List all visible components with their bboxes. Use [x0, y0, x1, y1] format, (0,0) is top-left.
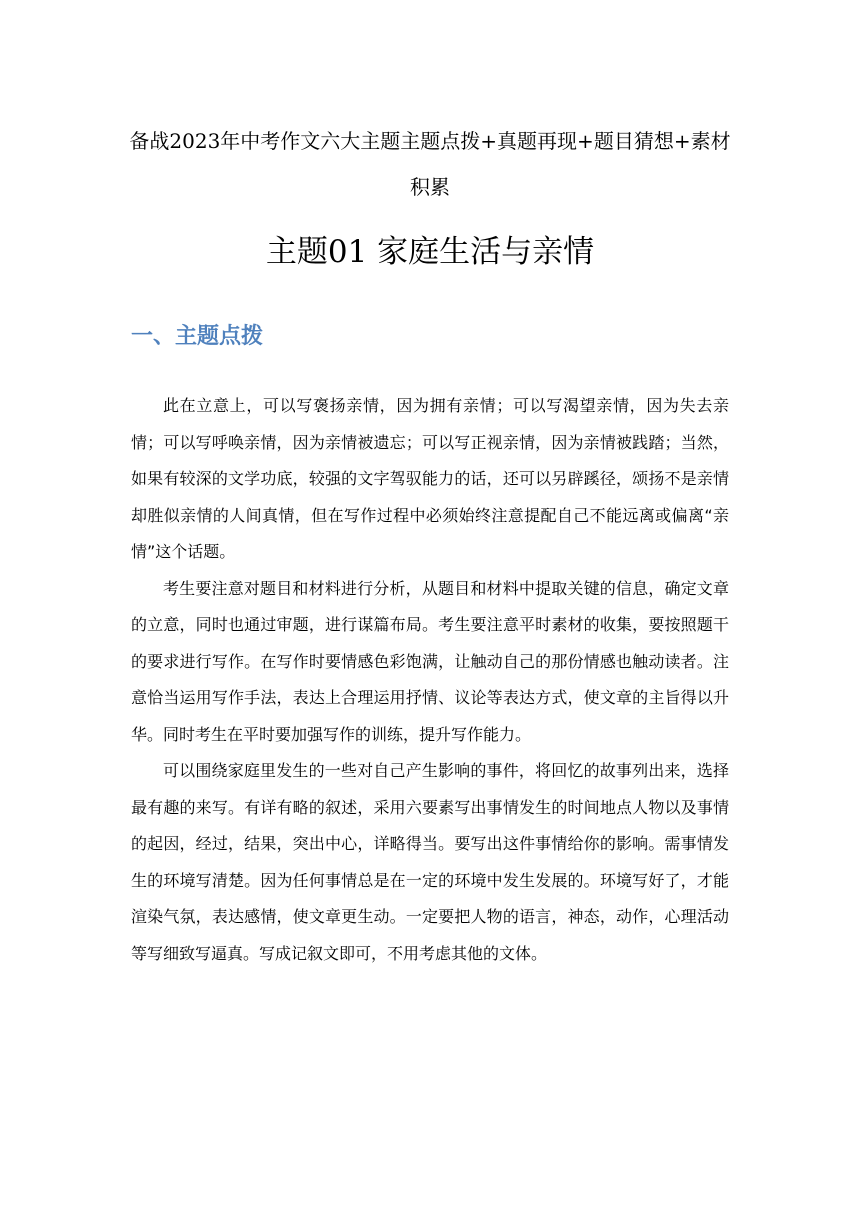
- paragraph: 考生要注意对题目和材料进行分析，从题目和材料中提取关键的信息，确定文章的立意，同时也通过审题，进行谋篇布局。考生要注意平时素材的收集，要按照题干的要求进行写作。在写作时要情感色彩饱满，让触动自己的那份情感也触动读者。注意恰当运用写作手法，表达上合理运用抒情、议论等表达方式，使文章的主旨得以升华。同时考生在平时要加强写作的训练，提升写作能力。: [131, 578, 729, 744]
- body-text: [131, 388, 729, 972]
- document-title: 备战2023年中考作文六大主题主题点拨+真题再现+题目猜想+素材积累: [129, 129, 731, 199]
- paragraph: 可以围绕家庭里发生的一些对自己产生影响的事件，将回忆的故事列出来，选择最有趣的来写。有详有略的叙述，采用六要素写出事情发生的时间地点人物以及事情的起因，经过，结果，突出中心，详略得当。要写出这件事情给你的影响。需事情发生的环境写清楚。因为任何事情总是在一定的环境中发生发展的。环境写好了，才能渲染气氛，表达感情，使文章更生动。一定要把人物的语言，神态，动作，心理活动等写细致写逼真。写成记叙文即可，不用考虑其他的文体。: [131, 761, 729, 963]
- paragraph: 此在立意上，可以写褒扬亲情，因为拥有亲情；可以写渴望亲情，因为失去亲情；可以写呼唤亲情，因为亲情被遗忘；可以写正视亲情，因为亲情被践踏；当然，如果有较深的文学功底，较强的文字驾驭能力的话，还可以另辟蹊径，颂扬不是亲情却胜似亲情的人间真情，但在写作过程中必须始终注意提配自己不能远离或偏离“亲情”这个话题。: [131, 396, 729, 561]
- section-heading: 一、主题点拨: [131, 324, 264, 349]
- theme-title: 主题01 家庭生活与亲情: [265, 234, 595, 270]
